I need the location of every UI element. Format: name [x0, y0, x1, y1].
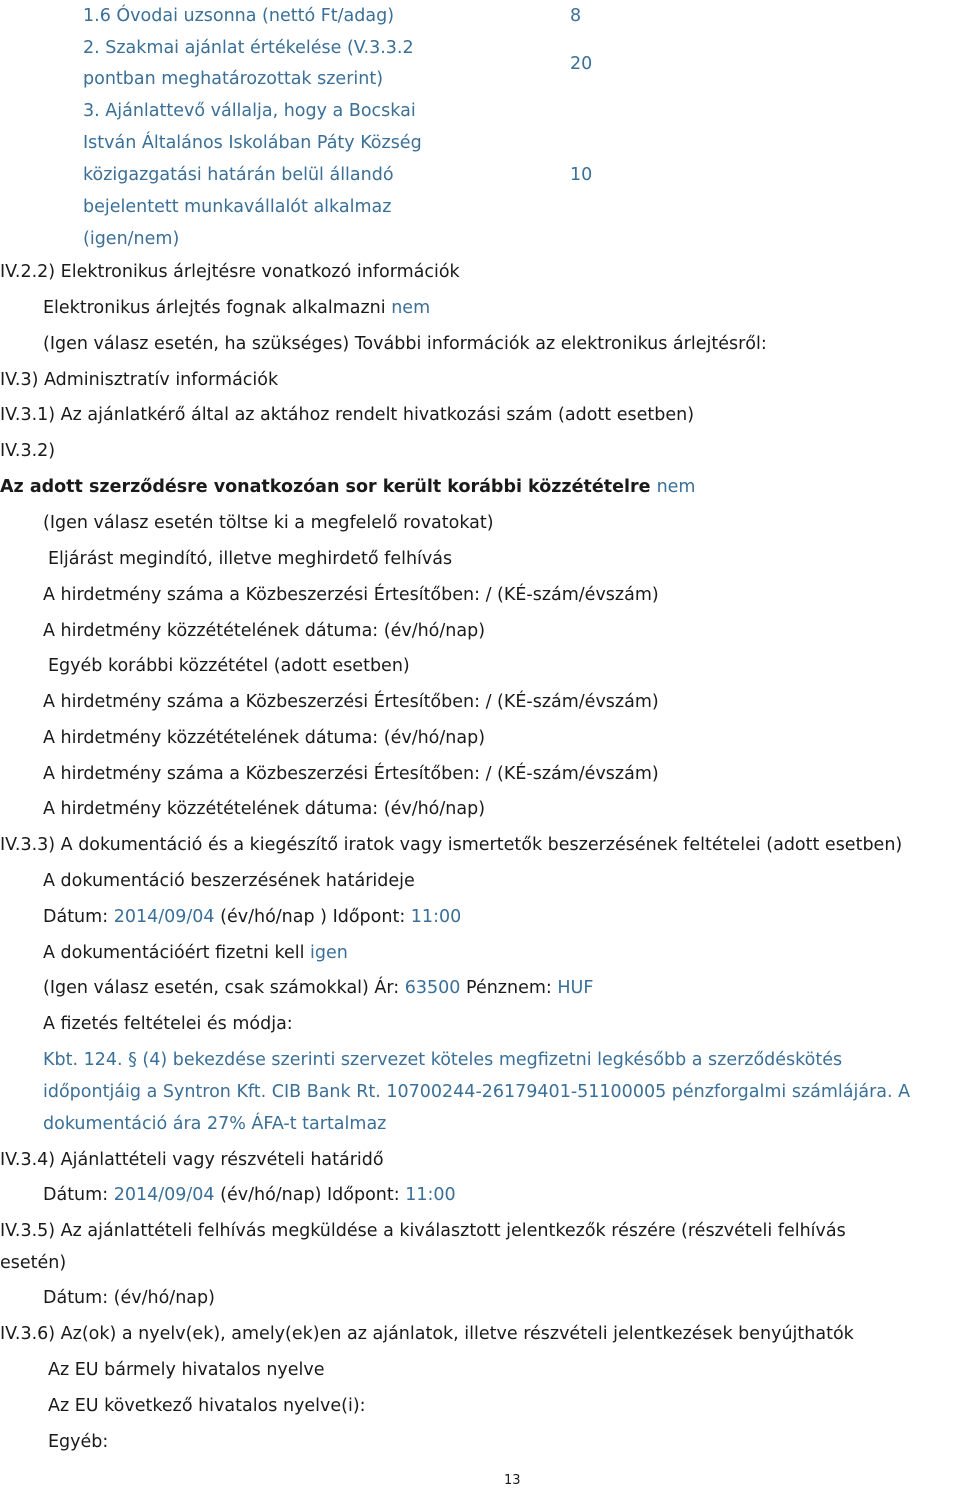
prior-publication-label: Az adott szerződésre vonatkozóan sor került korábbi közzétételre	[0, 477, 651, 497]
payment-terms-line2: időpontjáig a Syntron Kft. CIB Bank Rt. 10700244-26179401-51100005 pénzforgalmi számlájára. A	[43, 1082, 911, 1102]
currency-label: Pénznem:	[466, 978, 552, 998]
section-iv-3-2-heading: IV.3.2)	[0, 441, 56, 461]
e-auction-label: Elektronikus árlejtés fognak alkalmazni	[43, 298, 386, 318]
payment-value: igen	[310, 943, 348, 963]
criterion-3-label-line4: bejelentett munkavállalót alkalmaz	[83, 197, 392, 217]
date-value: 2014/09/04	[113, 907, 215, 927]
section-iv-3-5-heading-line1: IV.3.5) Az ajánlattételi felhívás megküldése a kiválasztott jelentkezők részére (részvételi felhívás	[0, 1221, 846, 1241]
section-iv-2-2-heading: IV.2.2) Elektronikus árlejtésre vonatkozó információk	[0, 262, 460, 282]
notice-date-3: A hirdetmény közzétételének dátuma: (év/hó/nap)	[43, 799, 486, 819]
section-iv-3-3-heading: IV.3.3) A dokumentáció és a kiegészítő iratok vagy ismertetők beszerzésének feltételei (adott esetben)	[0, 835, 903, 855]
criterion-1-label: 1.6 Óvodai uzsonna (nettó Ft/adag)	[83, 6, 395, 26]
price-value: 63500	[404, 978, 461, 998]
section-iv-3-1-heading: IV.3.1) Az ajánlatkérő által az aktához rendelt hivatkozási szám (adott esetben)	[0, 405, 695, 425]
prior-publication-value: nem	[656, 477, 696, 497]
criterion-3-label-line3: közigazgatási határán belül állandó	[83, 165, 394, 185]
section-iv-3-5-heading-line2: esetén)	[0, 1253, 67, 1273]
time-value: 11:00	[410, 907, 462, 927]
criterion-3-weight: 10	[570, 165, 593, 185]
criterion-3-label-line5: (igen/nem)	[83, 229, 180, 249]
date-format: (év/hó/nap)	[220, 1185, 322, 1205]
date-value: 2014/09/04	[113, 1185, 215, 1205]
tender-deadline-line	[43, 1183, 456, 1207]
procedure-notice-label: Eljárást megindító, illetve meghirdető felhívás	[48, 549, 453, 569]
language-eu-any: Az EU bármely hivatalos nyelve	[48, 1360, 325, 1380]
criterion-3-label-line1: 3. Ajánlattevő vállalja, hogy a Bocskai	[83, 101, 416, 121]
time-label: Időpont:	[332, 907, 406, 927]
payment-terms-line1: Kbt. 124. § (4) bekezdése szerinti szervezet köteles megfizetni legkésőbb a szerződéskötés	[43, 1050, 843, 1070]
price-label: (Igen válasz esetén, csak számokkal) Ár:	[43, 978, 400, 998]
criterion-2-label-line1: 2. Szakmai ajánlat értékelése (V.3.3.2	[83, 38, 414, 58]
criterion-2-label-line2: pontban meghatározottak szerint)	[83, 69, 384, 89]
section-iv-3-4-heading: IV.3.4) Ajánlattételi vagy részvételi határidő	[0, 1150, 384, 1170]
section-iv-3-6-heading: IV.3.6) Az(ok) a nyelv(ek), amely(ek)en az ajánlatok, illetve részvételi jelentkezések benyújthatók	[0, 1324, 854, 1344]
e-auction-line	[43, 296, 430, 320]
documentation-deadline-line	[43, 905, 461, 929]
notice-number-1: A hirdetmény száma a Közbeszerzési Értesítőben: / (KÉ-szám/évszám)	[43, 585, 659, 605]
payment-terms-label: A fizetés feltételei és módja:	[43, 1014, 293, 1034]
criterion-3-label-line2: István Általános Iskolában Páty Község	[83, 133, 422, 153]
section-iv-3-heading: IV.3) Adminisztratív információk	[0, 370, 279, 390]
invitation-date-line: Dátum: (év/hó/nap)	[43, 1288, 215, 1308]
criterion-2-weight: 20	[570, 54, 593, 74]
date-format: (év/hó/nap )	[220, 907, 327, 927]
time-label: Időpont:	[327, 1185, 400, 1205]
payment-terms-line3: dokumentáció ára 27% ÁFA-t tartalmaz	[43, 1114, 387, 1134]
payment-label: A dokumentációért fizetni kell	[43, 943, 305, 963]
other-prior-publication-label: Egyéb korábbi közzététel (adott esetben)	[48, 656, 410, 676]
e-auction-value: nem	[391, 298, 431, 318]
date-label: Dátum:	[43, 907, 109, 927]
documentation-deadline-label: A dokumentáció beszerzésének határideje	[43, 871, 415, 891]
notice-date-2: A hirdetmény közzétételének dátuma: (év/hó/nap)	[43, 728, 486, 748]
prior-publication-line	[0, 475, 695, 499]
notice-number-3: A hirdetmény száma a Közbeszerzési Értesítőben: / (KÉ-szám/évszám)	[43, 764, 659, 784]
e-auction-info: (Igen válasz esetén, ha szükséges) További információk az elektronikus árlejtésről:	[43, 334, 767, 354]
prior-publication-hint: (Igen válasz esetén töltse ki a megfelelő rovatokat)	[43, 513, 494, 533]
documentation-price-line	[43, 976, 593, 1000]
page-number: 13	[504, 1473, 521, 1488]
time-value: 11:00	[405, 1185, 456, 1205]
criterion-1-weight: 8	[570, 6, 582, 26]
notice-number-2: A hirdetmény száma a Közbeszerzési Értesítőben: / (KÉ-szám/évszám)	[43, 692, 659, 712]
currency-value: HUF	[557, 978, 594, 998]
language-other: Egyéb:	[48, 1432, 109, 1452]
notice-date-1: A hirdetmény közzétételének dátuma: (év/hó/nap)	[43, 621, 486, 641]
language-eu-following: Az EU következő hivatalos nyelve(i):	[48, 1396, 366, 1416]
documentation-payment-line	[43, 941, 348, 965]
date-label: Dátum:	[43, 1185, 109, 1205]
